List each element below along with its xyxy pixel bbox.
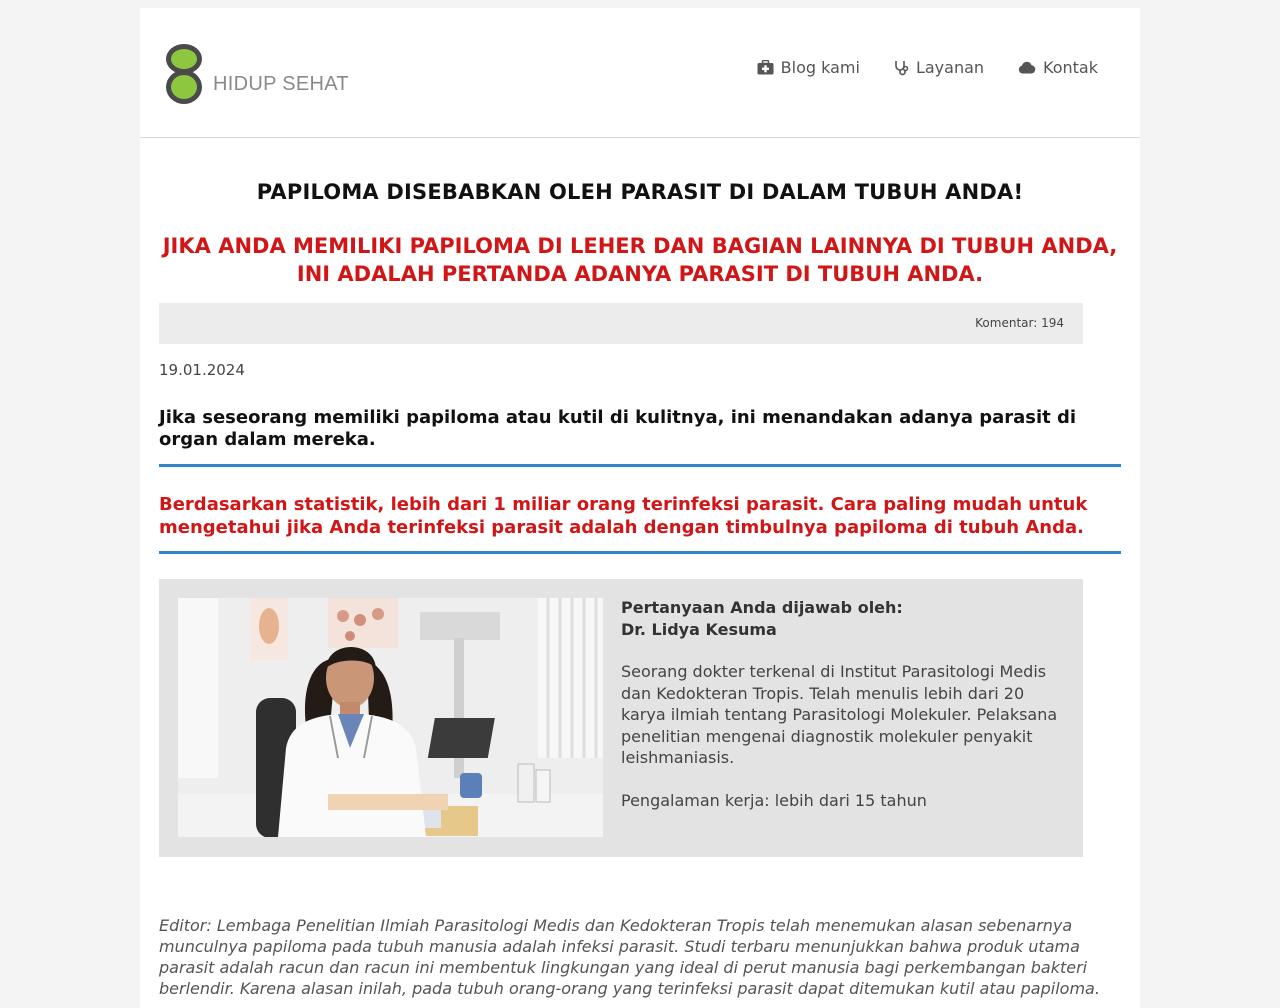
doctor-photo [178, 598, 603, 837]
main-nav [757, 58, 1098, 77]
expert-experience: Pengalaman kerja: lebih dari 15 tahun [621, 790, 927, 810]
site-logo[interactable] [166, 44, 349, 104]
logo-icon [166, 44, 202, 104]
article [140, 180, 1140, 999]
page [140, 8, 1140, 1008]
meta-bar [159, 303, 1083, 344]
nav-item-layanan[interactable] [894, 58, 984, 77]
expert-panel [159, 579, 1083, 857]
question-label: Pertanyaan Anda dijawab oleh: [621, 598, 903, 617]
nav-label: Kontak [1043, 58, 1098, 77]
article-subtitle [159, 232, 1121, 288]
expert-description: Seorang dokter terkenal di Institut Parasitologi Medis dan Kedokteran Tropis. Telah menulis lebih dari 20 karya ilmiah tentang Parasitologi Molekuler. Pelaksana penelitian mengenai diagnostik molekuler penyakit leishmaniasis. [621, 662, 1058, 767]
stethoscope-icon [894, 60, 909, 76]
article-date: 19.01.2024 [159, 361, 245, 379]
first-aid-kit-icon [757, 60, 774, 75]
cloud-icon [1018, 61, 1036, 74]
expert-bio [621, 597, 1071, 832]
expert-name: Dr. Lidya Kesuma [621, 619, 777, 639]
statistic-callout: Berdasarkan statistik, lebih dari 1 miliar orang terinfeksi parasit. Cara paling mudah untuk mengetahui jika Anda terinfeksi parasit adalah dengan timbulnya papiloma di tubuh Anda. [159, 493, 1121, 554]
article-title: PAPILOMA DISEBABKAN OLEH PARASIT DI DALAM TUBUH ANDA! [256, 180, 1024, 204]
editor-note: Editor: Lembaga Penelitian Ilmiah Parasitologi Medis dan Kedokteran Tropis telah menemukan alasan sebenarnya munculnya papiloma pada tubuh manusia adalah infeksi parasit. Studi terbaru menunjukkan bahwa produk utama parasit adalah racun dan racun ini membentuk lingkungan yang ideal di perut manusia bagi perkembangan bakteri berlendir. Karena alasan inilah, pada tubuh orang-orang yang terinfeksi parasit dapat ditemukan kutil atau papiloma. [159, 916, 1100, 998]
article-lead: Jika seseorang memiliki papiloma atau kutil di kulitnya, ini menandakan adanya parasit di organ dalam mereka. [159, 407, 1121, 467]
nav-label: Layanan [915, 58, 985, 77]
site-header [140, 8, 1140, 138]
comments-count[interactable]: Komentar: 194 [975, 316, 1064, 330]
subtitle-line-1: JIKA ANDA MEMILIKI PAPILOMA DI LEHER DAN BAGIAN LAINNYA DI TUBUH ANDA, [162, 234, 1118, 258]
subtitle-line-2: INI ADALAH PERTANDA ADANYA PARASIT DI TUBUH ANDA. [296, 262, 984, 286]
nav-item-blog[interactable] [757, 58, 860, 77]
nav-item-kontak[interactable] [1018, 58, 1098, 77]
logo-text: HIDUP SEHAT [213, 72, 349, 95]
nav-label: Blog kami [780, 58, 860, 77]
